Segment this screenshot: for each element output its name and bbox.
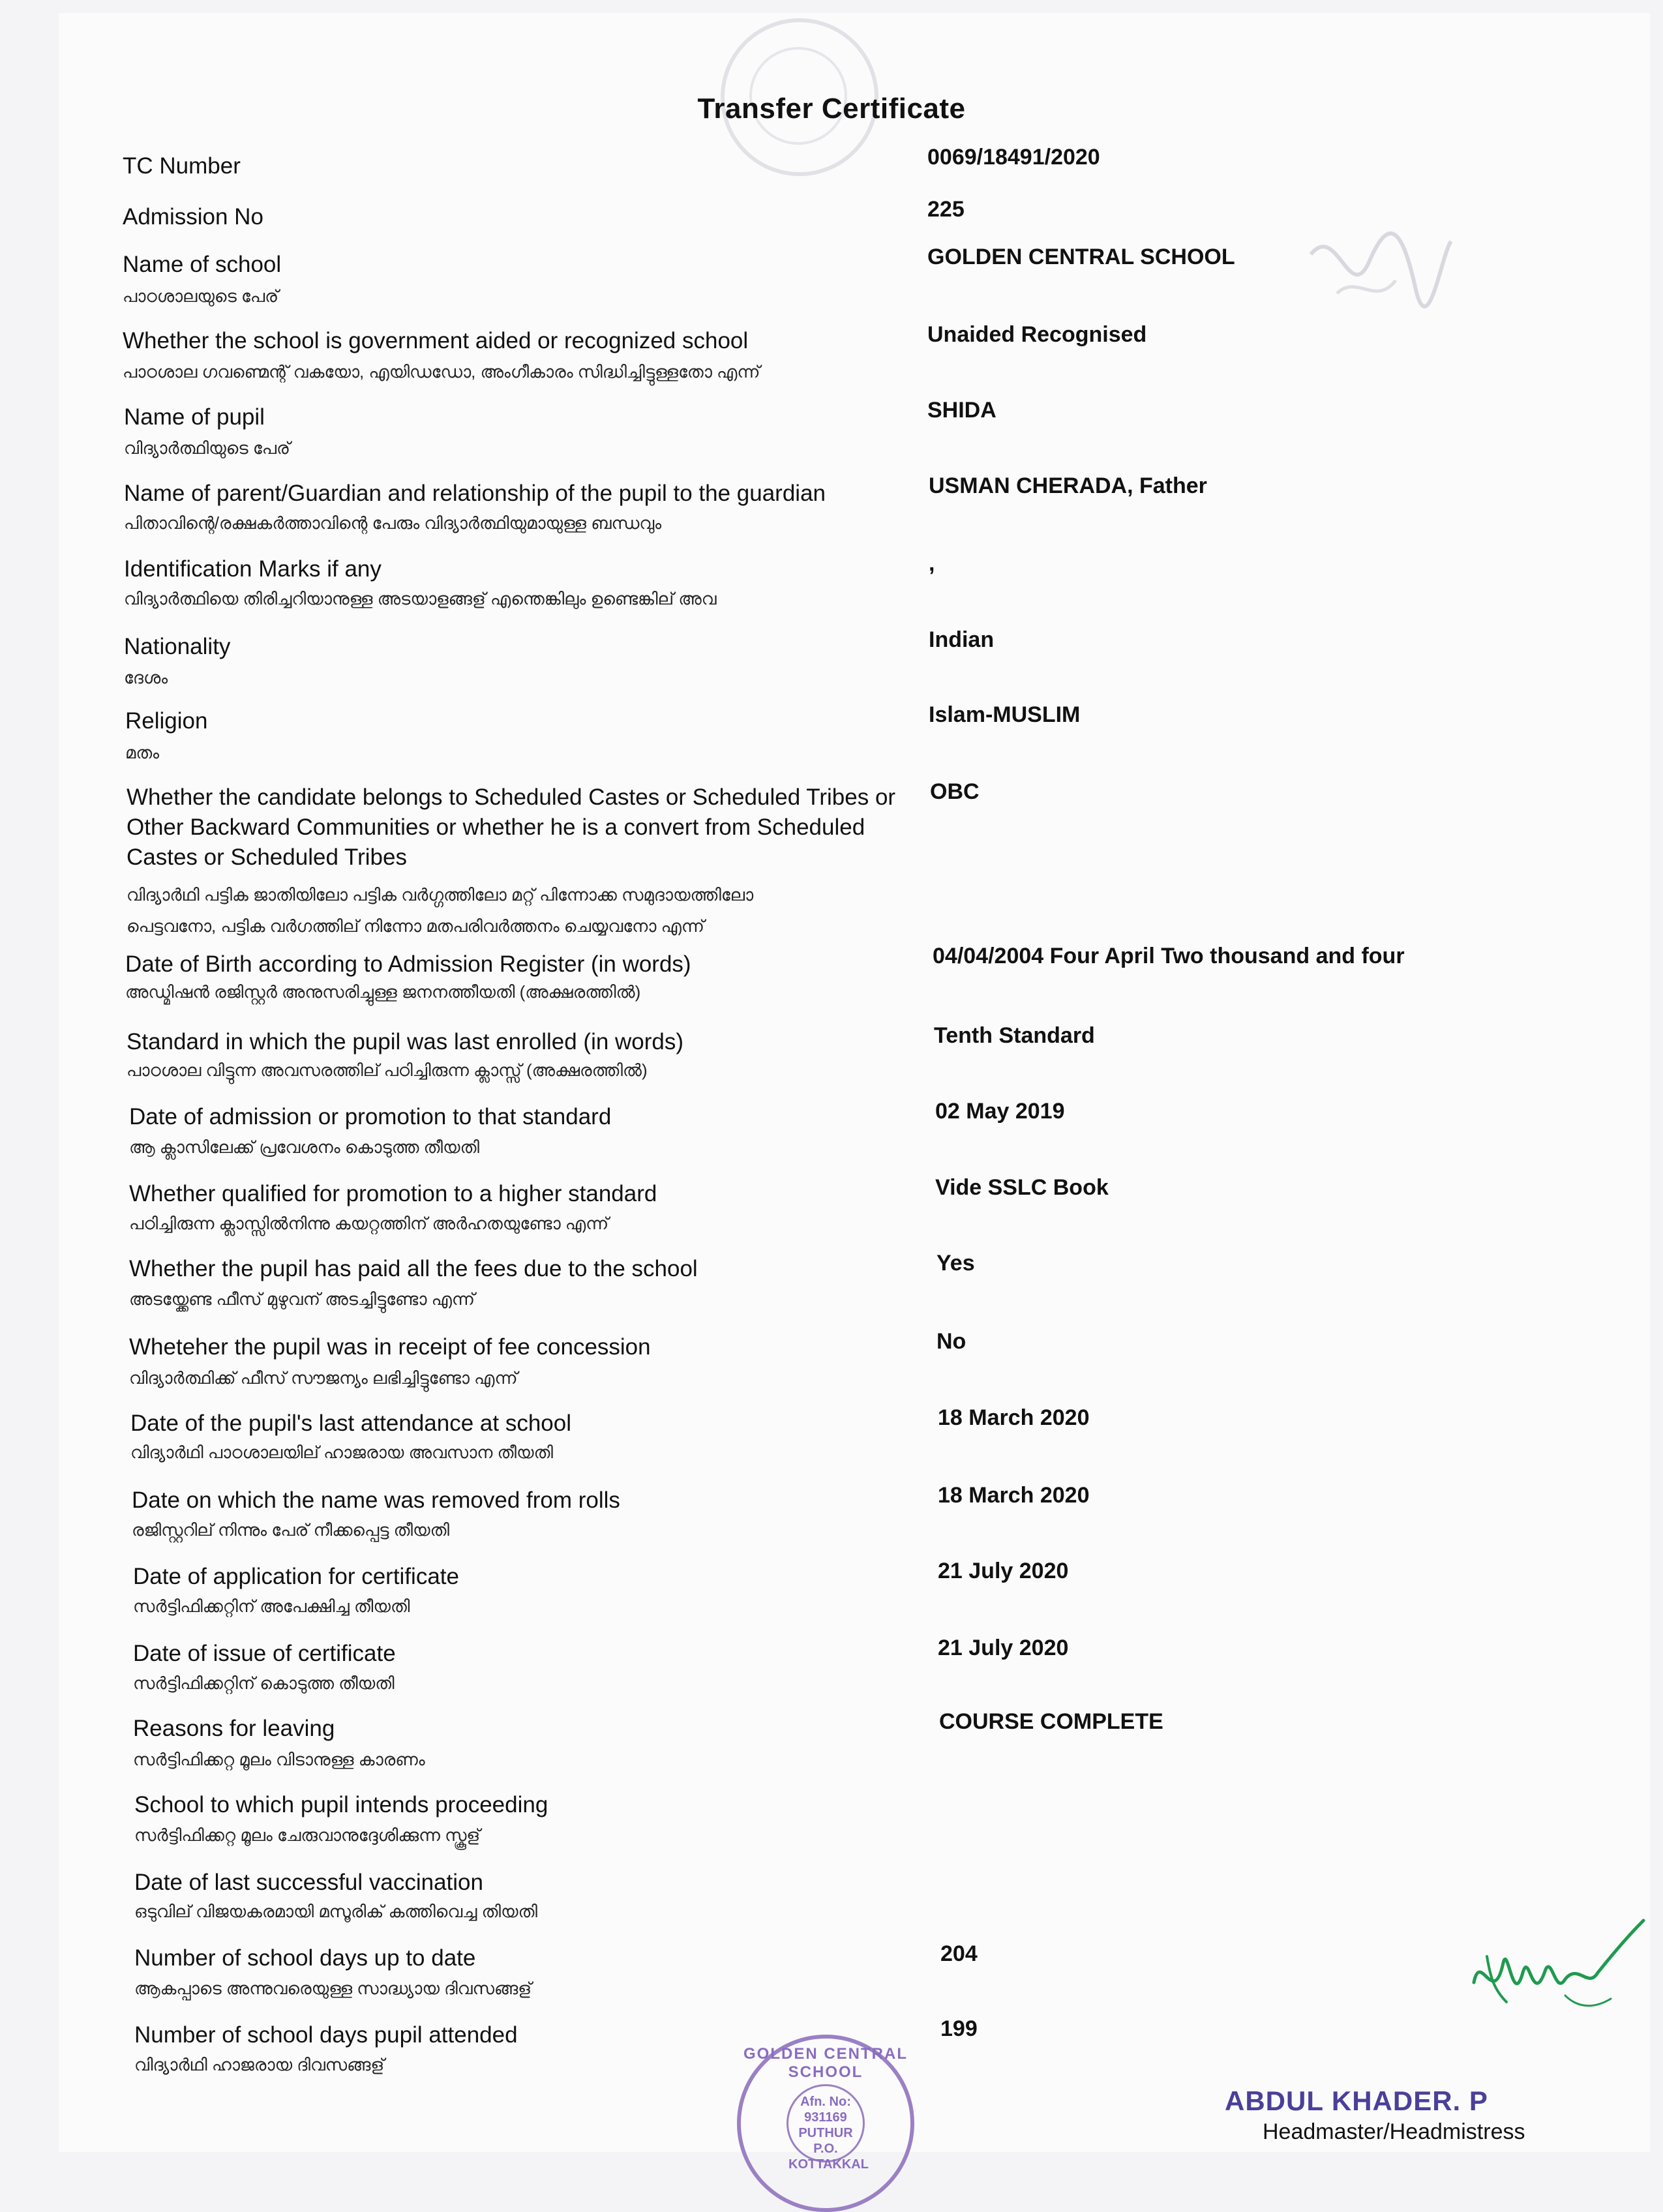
seal-inner-text [787,2084,869,2172]
field-label: Name of parent/Guardian and relationship of the pupil to the guardian [124,481,826,506]
field-label: Admission No [123,204,263,230]
field-label-malayalam: അഡ്മിഷൻ രജിസ്റ്റർ അനുസരിച്ചുള്ള ജനനത്തീയതി (അക്ഷരത്തിൽ) [125,982,641,1002]
field-label: Nationality [124,634,231,659]
field-label-malayalam: പഠിച്ചിരുന്ന ക്ലാസ്സിൽനിന്നു കയറ്റത്തിന് അർഹതയുണ്ടോ എന്ന് [129,1214,609,1233]
field-value: 204 [940,1941,978,1966]
field-label: Number of school days up to date [134,1945,476,1971]
field-label: TC Number [123,153,241,179]
field-value: 04/04/2004 Four April Two thousand and four [933,944,1405,968]
field-label: Whether the candidate belongs to Scheduled Castes or Scheduled Tribes or Other Backward Communities or whether he is a convert from Scheduled Castes or Scheduled Tribes [127,785,896,870]
field-value: Indian [929,627,995,652]
signatory-role: Headmaster/Headmistress [1263,2119,1525,2144]
field-label-malayalam: വിദ്യാർത്ഥിയുടെ പേര് [124,438,290,458]
field-value: OBC [930,779,980,804]
field-label: Name of school [123,252,282,277]
field-value: Tenth Standard [934,1023,1095,1048]
field-label-malayalam: അടയ്ക്കേണ്ട ഫീസ് മുഴുവന് അടച്ചിട്ടുണ്ടോ എന്ന് [129,1289,475,1309]
field-value: GOLDEN CENTRAL SCHOOL [927,245,1235,269]
field-label-malayalam: വിദ്യാർത്ഥിക്ക് ഫീസ് സൗജന്യം ലഭിച്ചിട്ടുണ്ടോ എന്ന് [129,1368,518,1388]
field-label-malayalam: പാഠശാലയുടെ പേര് [123,286,279,306]
field-label: Standard in which the pupil was last enrolled (in words) [127,1029,684,1054]
field-label: Date of Birth according to Admission Register (in words) [125,951,691,977]
field-label: Reasons for leaving [133,1716,335,1741]
field-value: No [936,1329,966,1354]
field-label: Date on which the name was removed from rolls [132,1487,620,1513]
field-value: 225 [927,197,965,222]
field-label: Date of the pupil's last attendance at school [130,1411,572,1436]
seal-line: Afn. No: [800,2095,851,2109]
field-value: 18 March 2020 [938,1405,1090,1430]
field-value: Islam-MUSLIM [929,702,1081,727]
headmaster-signature [1467,1911,1650,2041]
field-label: Whetеher the pupil was in receipt of fee concession [129,1334,651,1360]
field-label-malayalam: ആകപ്പാടെ അന്നുവരെയുള്ള സാദ്ധ്യായ ദിവസങ്ങള് [134,1979,532,1998]
field-value: 21 July 2020 [938,1636,1069,1660]
field-label-malayalam: സർട്ടിഫിക്കറ്റിന് അപേക്ഷിച്ച തീയതി [133,1596,410,1616]
field-label: Number of school days pupil attended [134,2022,518,2048]
field-label-malayalam: പിതാവിന്റെ/രക്ഷകർത്താവിന്റെ പേരും വിദ്യാർത്ഥിയുമായുള്ള ബന്ധവും [124,513,662,533]
field-label-malayalam: രജിസ്റ്ററില് നിന്നും പേര് നീക്കപ്പെട്ട തീയതി [132,1520,450,1540]
field-label: Whether qualified for promotion to a higher standard [129,1181,657,1206]
field-label: School to which pupil intends proceeding [134,1792,548,1817]
field-label-malayalam: വിദ്യാർഥി പാഠശാലയില് ഹാജരായ അവസാന തീയതി [130,1442,554,1462]
field-value: SHIDA [927,398,996,423]
faint-signature-mark [1298,215,1461,313]
field-label-malayalam: പാഠശാല വിട്ടുന്ന അവസരത്തില് പഠിച്ചിരുന്ന ക്ലാസ്സ് (അക്ഷരത്തിൽ) [127,1060,648,1080]
field-label-malayalam: ദേശം [124,668,168,687]
field-label-malayalam: സർട്ടിഫിക്കറ്റ മൂലം ചേരുവാനുദ്ദേശിക്കുന്ന സ്കൂള് [134,1825,481,1845]
field-value: , [929,551,935,576]
field-label: Date of last successful vaccination [134,1870,483,1895]
field-value: 21 July 2020 [938,1559,1069,1583]
field-value: Unaided Recognised [927,322,1147,347]
field-label: Date of admission or promotion to that standard [129,1104,612,1129]
field-label-malayalam: സർട്ടിഫിക്കറ്റ മൂലം വിടാനുള്ള കാരണം [133,1750,425,1769]
field-value: 199 [940,2016,978,2041]
field-value: 18 March 2020 [938,1483,1090,1508]
field-value: USMAN CHERADA, Father [929,473,1207,498]
field-label: Identification Marks if any [124,556,382,582]
field-label-malayalam: മതം [125,743,160,762]
field-label: Religion [125,708,208,734]
field-label-malayalam: വിദ്യാർഥി ഹാജരായ ദിവസങ്ങള് [134,2055,385,2074]
field-value: 02 May 2019 [935,1099,1065,1124]
signatory-name: ABDUL KHADER. P [1225,2085,1488,2116]
field-value: Vide SSLC Book [935,1175,1109,1200]
field-label: Whether the school is government aided or recognized school [123,328,749,353]
field-label: Name of pupil [124,404,265,430]
field-label: Whether the pupil has paid all the fees due to the school [129,1256,698,1281]
field-label-malayalam: ആ ക്ലാസിലേക്ക് പ്രവേശനം കൊടുത്ത തീയതി [129,1137,480,1157]
school-seal [737,2035,914,2212]
seal-line: PUTHUR P.O. [798,2126,853,2156]
field-value: 0069/18491/2020 [927,145,1100,170]
field-label-malayalam: ഒടുവില് വിജയകരമായി മസൂരിക് കത്തിവെച്ച തിയതി [134,1902,538,1921]
field-label-malayalam: പാഠശാല ഗവണ്മെന്റ് വകയോ, എയിഡഡോ, അംഗീകാരം സിദ്ധിച്ചിട്ടുള്ളതോ എന്ന് [123,362,760,381]
ghost-text [1154,183,1165,228]
field-label-malayalam: വിദ്യാർത്ഥിയെ തിരിച്ചറിയാനുള്ള അടയാളങ്ങള് എന്തെങ്കിലും ഉണ്ടെങ്കില് അവ [124,589,717,608]
seal-ring-text: GOLDEN CENTRAL SCHOOL [743,2045,908,2081]
document-title: Transfer Certificate [697,93,966,125]
field-value: Yes [936,1251,975,1276]
field-label: Date of issue of certificate [133,1641,396,1666]
seal-line: 931169 [804,2110,847,2125]
field-label: Date of application for certificate [133,1564,459,1589]
field-label-malayalam: സർട്ടിഫിക്കറ്റിന് കൊടുത്ത തീയതി [133,1673,395,1693]
seal-line: KOTTAKKAL [788,2157,869,2172]
field-value: COURSE COMPLETE [939,1709,1163,1734]
field-label-malayalam: വിദ്യാർഥി പട്ടിക ജാതിയിലോ പട്ടിക വർഗ്ഗത്തിലോ മറ്റ് പിന്നോക്ക സമുദായത്തിലോ പെട്ടവനോ, പട്ടിക വർഗത്തില് നിന്നോ മതപരിവർത്തനം ചെയ്യവനോ എന്ന് [127,885,754,936]
